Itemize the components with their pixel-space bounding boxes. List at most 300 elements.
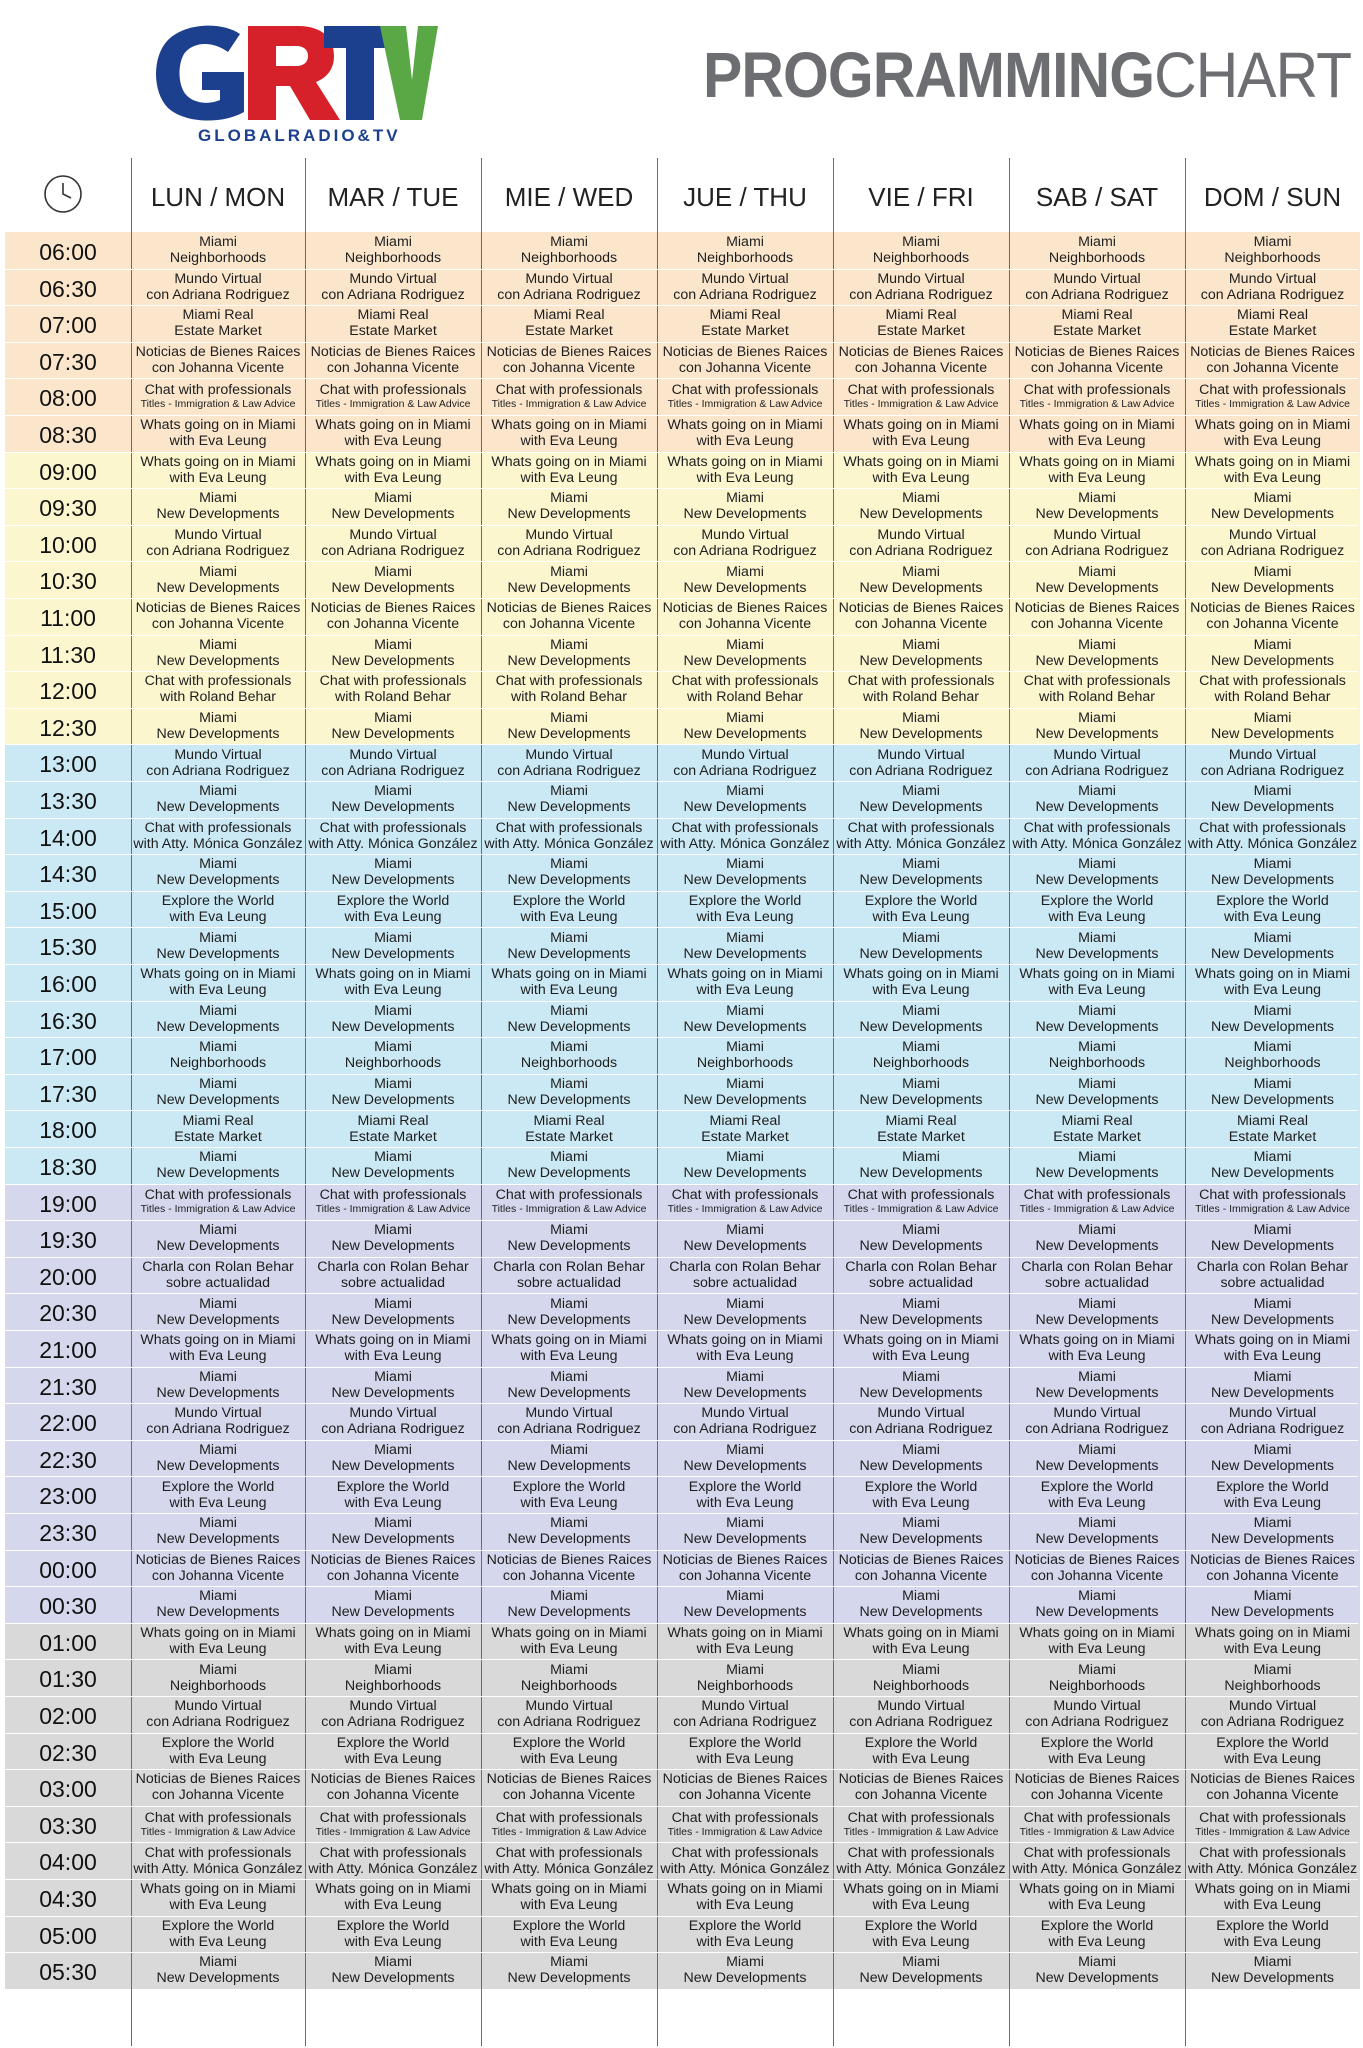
program-host: with Eva Leung — [1223, 1897, 1321, 1914]
program-host: Estate Market — [525, 323, 613, 340]
program-title: Miami — [374, 1661, 412, 1678]
program-title: Explore the World — [336, 1734, 450, 1751]
program-title: Explore the World — [688, 1917, 802, 1934]
program-cell — [481, 415, 657, 452]
program-title: Miami — [1253, 1442, 1292, 1459]
time-label: 01:00 — [39, 1629, 97, 1656]
program-host: New Developments — [859, 1384, 983, 1401]
day-header-row — [5, 158, 1360, 232]
program-host: with Eva Leung — [169, 1750, 267, 1767]
program-cell — [131, 891, 305, 928]
program-host: Neighborhoods — [520, 250, 618, 267]
program-cell — [657, 1842, 833, 1879]
program-host: con Adriana Rodriguez — [1200, 543, 1345, 560]
program-host: New Developments — [1210, 1458, 1334, 1475]
program-cell — [481, 1513, 657, 1550]
program-title: Miami — [550, 710, 588, 727]
program-host: with Eva Leung — [872, 1494, 970, 1511]
program-host: with Atty. Mónica González — [133, 1860, 303, 1877]
time-row — [5, 1659, 1360, 1696]
program-host: sobre actualidad — [165, 1275, 271, 1292]
program-host: Titles - Immigration & Law Advice — [140, 1203, 296, 1216]
program-host: con Johanna Vicente — [854, 616, 988, 633]
program-title: Miami — [1078, 1076, 1116, 1093]
program-cell — [305, 1037, 481, 1074]
program-title: Explore the World — [336, 1478, 450, 1495]
program-cell — [481, 1476, 657, 1513]
program-title: Mundo Virtual — [877, 1698, 965, 1715]
program-host: Titles - Immigration & Law Advice — [843, 1825, 999, 1838]
program-title: Miami — [199, 856, 237, 873]
program-cell — [305, 1330, 481, 1367]
row-divider — [5, 269, 1358, 270]
time-row — [5, 781, 1360, 818]
program-title: Chat with professionals — [1199, 673, 1346, 690]
program-cell — [1185, 1074, 1360, 1111]
program-cell — [1185, 854, 1360, 891]
program-host: with Eva Leung — [520, 1933, 618, 1950]
program-title: Explore the World — [512, 893, 626, 910]
program-cell — [481, 635, 657, 672]
time-label: 09:00 — [39, 458, 97, 485]
time-label: 00:00 — [39, 1556, 97, 1583]
program-title: Whats going on in Miami — [491, 1332, 647, 1349]
program-host: con Adriana Rodriguez — [321, 762, 465, 779]
program-title: Mundo Virtual — [525, 1405, 613, 1422]
program-cell — [481, 1074, 657, 1111]
program-title: Noticias de Bienes Raices — [1014, 1771, 1180, 1788]
program-cell — [131, 854, 305, 891]
program-cell — [1185, 818, 1360, 855]
time-label: 22:30 — [39, 1446, 97, 1473]
program-title: Miami — [550, 1588, 588, 1605]
row-divider — [5, 1659, 1358, 1660]
row-divider — [5, 1476, 1358, 1477]
program-title: Mundo Virtual — [525, 1698, 613, 1715]
row-divider — [5, 1550, 1358, 1551]
program-cell — [657, 1550, 833, 1587]
program-title: Whats going on in Miami — [140, 453, 296, 470]
program-host: New Developments — [683, 1531, 807, 1548]
time-row — [5, 598, 1360, 635]
program-cell — [131, 1879, 305, 1916]
program-title: Miami — [199, 1295, 237, 1312]
program-title: Miami — [199, 710, 237, 727]
program-host: Estate Market — [1053, 1128, 1141, 1145]
program-cell — [131, 927, 305, 964]
time-row — [5, 1074, 1360, 1111]
program-cell — [481, 1952, 657, 1989]
program-host: New Developments — [1035, 1092, 1159, 1109]
program-title: Noticias de Bienes Raices — [838, 1771, 1004, 1788]
program-host: Titles - Immigration & Law Advice — [843, 1203, 999, 1216]
program-title: Explore the World — [512, 1478, 626, 1495]
program-host: con Adriana Rodriguez — [146, 286, 290, 303]
program-cell — [131, 1440, 305, 1477]
program-cell — [1009, 1842, 1185, 1879]
time-label: 06:00 — [39, 239, 97, 265]
program-title: Chat with professionals — [671, 673, 819, 690]
program-host: with Eva Leung — [1048, 1897, 1146, 1914]
program-host: with Roland Behar — [160, 689, 276, 706]
program-host: with Eva Leung — [169, 1494, 267, 1511]
program-cell — [1009, 1330, 1185, 1367]
program-host: sobre actualidad — [340, 1275, 446, 1292]
program-title: Miami — [199, 563, 237, 580]
program-host: Estate Market — [349, 1128, 437, 1145]
program-host: Neighborhoods — [344, 1677, 442, 1694]
program-cell — [131, 525, 305, 562]
row-divider — [5, 854, 1358, 855]
program-host: con Johanna Vicente — [502, 360, 636, 377]
program-title: Miami — [726, 1076, 764, 1093]
program-title: Miami — [726, 1149, 764, 1166]
program-cell — [131, 1293, 305, 1330]
time-label: 04:30 — [39, 1886, 97, 1912]
program-title: Miami — [374, 563, 412, 580]
time-row — [5, 488, 1360, 525]
time-row — [5, 1184, 1360, 1221]
time-label: 03:00 — [39, 1776, 97, 1803]
program-host: sobre actualidad — [692, 1275, 798, 1292]
program-title: Mundo Virtual — [525, 746, 613, 763]
program-cell — [1009, 818, 1185, 855]
program-host: New Developments — [683, 1238, 807, 1255]
program-host: with Eva Leung — [872, 1897, 970, 1914]
program-cell — [657, 342, 833, 379]
time-row — [5, 415, 1360, 452]
time-label: 20:00 — [39, 1263, 97, 1290]
program-cell — [1009, 415, 1185, 452]
program-host: New Developments — [683, 1384, 807, 1401]
program-cell — [1185, 1476, 1360, 1513]
program-title: Whats going on in Miami — [315, 966, 471, 983]
program-title: Miami — [374, 1442, 412, 1459]
program-cell — [1185, 744, 1360, 781]
program-cell — [833, 1476, 1009, 1513]
program-title: Whats going on in Miami — [667, 1881, 823, 1898]
program-host: with Eva Leung — [520, 1494, 618, 1511]
program-host: con Adriana Rodriguez — [146, 1714, 290, 1731]
program-cell — [657, 1074, 833, 1111]
program-cell — [1009, 854, 1185, 891]
program-title: Miami — [374, 1039, 412, 1056]
program-host: con Johanna Vicente — [151, 360, 285, 377]
program-host: with Eva Leung — [344, 1897, 442, 1914]
program-cell — [833, 378, 1009, 415]
program-host: with Eva Leung — [696, 1348, 794, 1365]
program-cell — [1185, 1293, 1360, 1330]
program-host: New Developments — [507, 945, 631, 962]
program-title: Miami — [1253, 636, 1292, 653]
time-label: 14:00 — [39, 824, 97, 851]
program-host: New Developments — [156, 726, 280, 743]
program-cell — [131, 744, 305, 781]
time-label: 08:00 — [39, 385, 97, 412]
row-divider — [5, 1147, 1358, 1148]
grtv-logo-icon — [148, 20, 438, 132]
program-title: Noticias de Bienes Raices — [1190, 344, 1355, 361]
program-title: Mundo Virtual — [1228, 1405, 1317, 1422]
page-title — [703, 40, 1351, 110]
program-cell — [1009, 305, 1185, 342]
program-cell — [1185, 598, 1360, 635]
program-title: Miami — [902, 1515, 940, 1532]
program-cell — [833, 1037, 1009, 1074]
program-host: with Eva Leung — [696, 469, 794, 486]
time-label: 19:00 — [39, 1190, 97, 1217]
program-title: Mundo Virtual — [877, 746, 965, 763]
program-title: Chat with professionals — [144, 1844, 292, 1861]
program-host: New Developments — [1210, 799, 1334, 816]
program-cell — [481, 891, 657, 928]
program-title: Noticias de Bienes Raices — [838, 600, 1004, 617]
program-cell — [1185, 488, 1360, 525]
program-cell — [305, 927, 481, 964]
row-divider — [5, 1769, 1358, 1770]
program-title: Chat with professionals — [1023, 1809, 1171, 1826]
program-host: New Developments — [1035, 945, 1159, 962]
program-title: Mundo Virtual — [525, 270, 613, 287]
program-title: Miami — [902, 1076, 940, 1093]
program-host: with Eva Leung — [872, 1641, 970, 1658]
program-title: Miami — [1078, 1002, 1116, 1019]
program-cell — [833, 854, 1009, 891]
program-host: New Developments — [331, 799, 455, 816]
program-cell — [657, 598, 833, 635]
program-cell — [1185, 269, 1360, 306]
program-title: Miami — [550, 1002, 588, 1019]
program-host: New Developments — [859, 1458, 983, 1475]
program-host: con Johanna Vicente — [1206, 1787, 1339, 1804]
program-host: Neighborhoods — [169, 250, 267, 267]
program-title: Explore the World — [161, 1917, 275, 1934]
program-host: New Developments — [1035, 1458, 1159, 1475]
program-cell — [305, 452, 481, 489]
program-title: Explore the World — [512, 1734, 626, 1751]
program-title: Mundo Virtual — [1228, 1698, 1317, 1715]
program-host: con Adriana Rodriguez — [1025, 543, 1169, 560]
time-row — [5, 708, 1360, 745]
program-title: Miami — [726, 636, 764, 653]
program-cell — [305, 378, 481, 415]
program-title: Whats going on in Miami — [843, 417, 999, 434]
program-host: New Developments — [156, 1970, 280, 1987]
program-title: Whats going on in Miami — [1194, 966, 1351, 983]
program-title: Whats going on in Miami — [843, 1332, 999, 1349]
program-host: New Developments — [1210, 1238, 1334, 1255]
program-cell — [1009, 269, 1185, 306]
program-cell — [1185, 452, 1360, 489]
program-cell — [1009, 1037, 1185, 1074]
program-title: Mundo Virtual — [701, 1698, 789, 1715]
time-label: 21:00 — [39, 1337, 97, 1363]
time-row — [5, 1806, 1360, 1843]
program-host: with Roland Behar — [1214, 689, 1331, 706]
program-host: with Atty. Mónica González — [660, 835, 830, 852]
time-label: 04:00 — [39, 1849, 97, 1876]
program-host: with Eva Leung — [520, 1641, 618, 1658]
program-host: Estate Market — [349, 323, 437, 340]
program-host: with Eva Leung — [344, 982, 442, 999]
column-divider — [131, 158, 132, 2046]
program-title: Noticias de Bienes Raices — [135, 1551, 301, 1568]
program-cell — [1009, 1623, 1185, 1660]
program-cell — [481, 1184, 657, 1221]
program-host: New Developments — [156, 1092, 280, 1109]
program-cell — [481, 305, 657, 342]
program-title: Miami — [1253, 1149, 1292, 1166]
program-title: Noticias de Bienes Raices — [662, 600, 828, 617]
program-host: New Developments — [1210, 945, 1334, 962]
program-cell — [1009, 561, 1185, 598]
program-host: con Adriana Rodriguez — [1025, 1714, 1169, 1731]
program-cell — [305, 781, 481, 818]
program-host: with Roland Behar — [1039, 689, 1155, 706]
program-title: Whats going on in Miami — [491, 966, 647, 983]
time-row — [5, 342, 1360, 379]
program-title: Miami — [199, 783, 237, 800]
program-cell — [481, 1257, 657, 1294]
program-cell — [1009, 1513, 1185, 1550]
program-host: Titles - Immigration & Law Advice — [1195, 1203, 1350, 1216]
program-host: New Developments — [683, 579, 807, 596]
program-host: con Johanna Vicente — [151, 1787, 285, 1804]
program-cell — [481, 1879, 657, 1916]
program-title: Chat with professionals — [319, 1844, 467, 1861]
program-title: Whats going on in Miami — [667, 417, 823, 434]
program-cell — [657, 1403, 833, 1440]
program-cell — [1185, 1001, 1360, 1038]
program-title: Chat with professionals — [1199, 819, 1346, 836]
program-host: Neighborhoods — [344, 1055, 442, 1072]
row-divider — [5, 525, 1358, 526]
program-cell — [833, 1696, 1009, 1733]
program-host: Titles - Immigration & Law Advice — [667, 1203, 823, 1216]
program-host: with Eva Leung — [169, 433, 267, 450]
program-host: with Eva Leung — [1223, 1348, 1321, 1365]
program-title: Chat with professionals — [1199, 382, 1346, 399]
program-cell — [1009, 927, 1185, 964]
program-host: New Developments — [507, 1970, 631, 1987]
program-host: with Atty. Mónica González — [484, 1860, 654, 1877]
program-title: Miami — [1253, 1954, 1292, 1971]
row-divider — [5, 1586, 1358, 1587]
program-title: Whats going on in Miami — [1019, 1332, 1175, 1349]
program-cell — [1009, 232, 1185, 269]
time-row — [5, 232, 1360, 269]
program-title: Miami — [902, 234, 940, 251]
program-title: Miami — [1078, 636, 1116, 653]
program-host: New Developments — [331, 1531, 455, 1548]
program-cell — [657, 1916, 833, 1953]
program-cell — [657, 1659, 833, 1696]
time-label: 10:30 — [39, 568, 97, 595]
program-title: Chat with professionals — [495, 1844, 643, 1861]
program-cell — [657, 1001, 833, 1038]
program-title: Whats going on in Miami — [843, 966, 999, 983]
program-cell — [481, 927, 657, 964]
program-cell — [131, 305, 305, 342]
day-header: MIE / WED — [504, 182, 634, 212]
program-host: Estate Market — [1053, 323, 1141, 340]
program-host: New Developments — [507, 872, 631, 889]
row-divider — [5, 927, 1358, 928]
row-divider — [5, 1513, 1358, 1514]
program-cell — [131, 452, 305, 489]
program-cell — [1185, 1623, 1360, 1660]
program-host: with Eva Leung — [344, 1494, 442, 1511]
program-title: Chat with professionals — [671, 819, 819, 836]
program-title: Mundo Virtual — [1053, 527, 1141, 544]
program-title: Charla con Rolan Behar — [1196, 1259, 1349, 1276]
program-cell — [657, 1623, 833, 1660]
program-cell — [1185, 1952, 1360, 1989]
program-cell — [481, 488, 657, 525]
program-host: New Developments — [156, 1384, 280, 1401]
time-row — [5, 1367, 1360, 1404]
time-row — [5, 1623, 1360, 1660]
program-cell — [481, 561, 657, 598]
program-title: Chat with professionals — [1023, 1187, 1171, 1204]
program-host: with Eva Leung — [344, 1933, 442, 1950]
program-cell — [481, 1806, 657, 1843]
column-divider — [833, 158, 834, 2046]
program-cell — [1009, 1074, 1185, 1111]
time-label: 16:30 — [39, 1007, 97, 1034]
program-cell — [305, 671, 481, 708]
program-host: New Developments — [1035, 652, 1159, 669]
program-host: Estate Market — [701, 323, 789, 340]
program-cell — [131, 1623, 305, 1660]
program-cell — [305, 1513, 481, 1550]
program-cell — [833, 927, 1009, 964]
program-cell — [1185, 1550, 1360, 1587]
program-title: Whats going on in Miami — [1019, 1881, 1175, 1898]
program-cell — [305, 1257, 481, 1294]
program-title: Explore the World — [1216, 893, 1329, 910]
program-host: New Developments — [1035, 1018, 1159, 1035]
row-divider — [5, 342, 1358, 343]
program-cell — [657, 1440, 833, 1477]
program-host: with Eva Leung — [1223, 433, 1321, 450]
program-title: Noticias de Bienes Raices — [838, 344, 1004, 361]
program-host: New Developments — [156, 1238, 280, 1255]
program-host: New Developments — [683, 1092, 807, 1109]
program-cell — [1009, 744, 1185, 781]
time-label: 13:30 — [39, 788, 97, 814]
program-host: con Johanna Vicente — [1030, 616, 1164, 633]
program-title: Chat with professionals — [319, 819, 467, 836]
program-title: Miami — [1078, 1515, 1116, 1532]
program-cell — [1185, 525, 1360, 562]
program-title: Chat with professionals — [847, 819, 995, 836]
program-host: Neighborhoods — [696, 1055, 794, 1072]
program-cell — [1009, 1257, 1185, 1294]
program-host: with Atty. Mónica González — [308, 1860, 478, 1877]
program-title: Miami — [374, 1515, 412, 1532]
program-cell — [305, 1220, 481, 1257]
program-cell — [1185, 1147, 1360, 1184]
program-host: sobre actualidad — [1220, 1275, 1325, 1292]
program-title: Miami — [902, 1588, 940, 1605]
program-title: Miami — [902, 856, 940, 873]
time-row — [5, 452, 1360, 489]
program-host: New Developments — [156, 652, 280, 669]
program-cell — [131, 1916, 305, 1953]
program-title: Miami — [550, 929, 588, 946]
program-host: Neighborhoods — [520, 1677, 618, 1694]
